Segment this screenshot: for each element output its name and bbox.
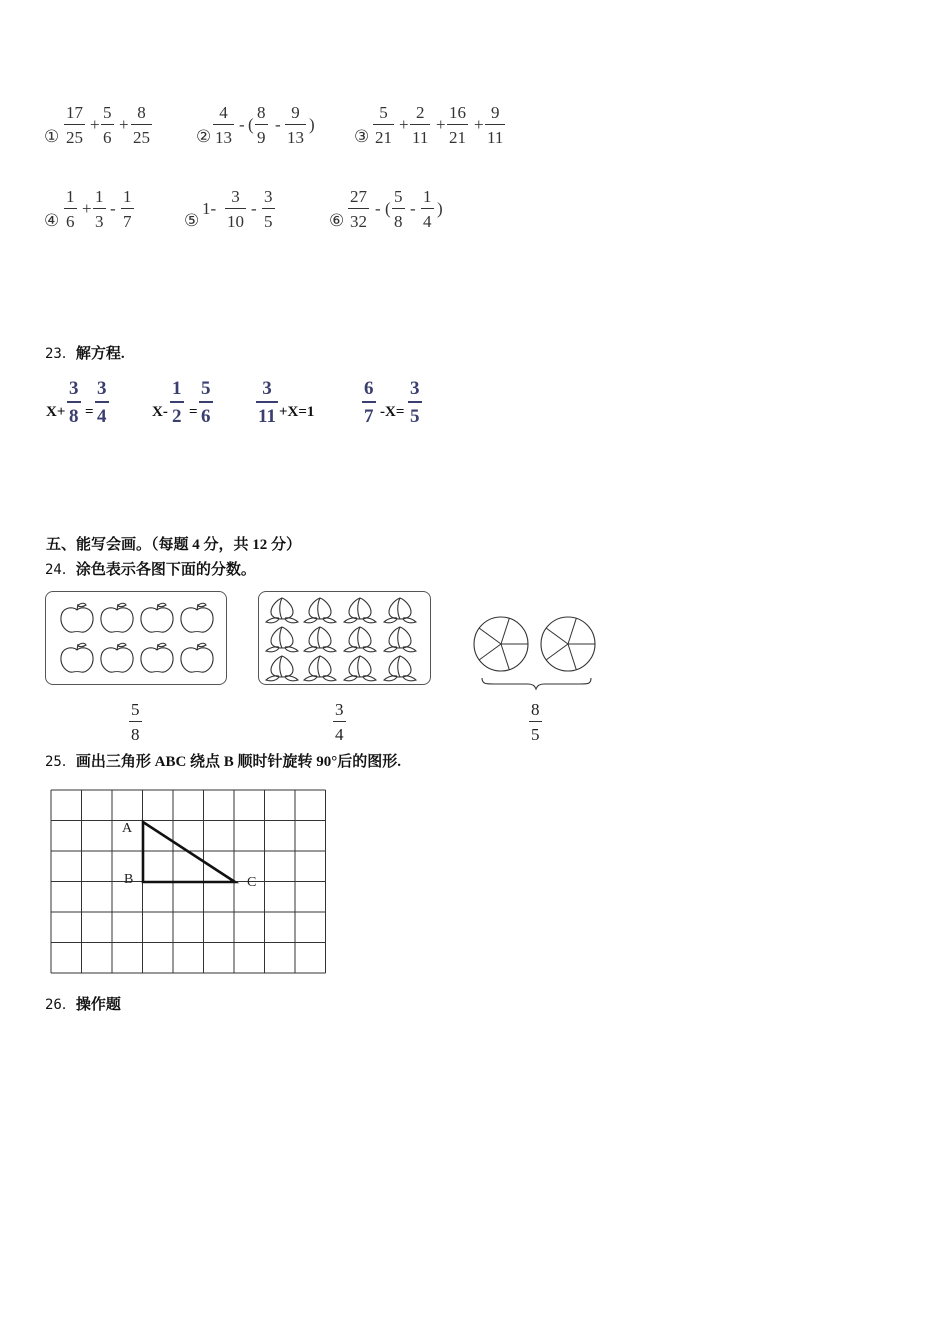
apple-grid <box>45 591 227 685</box>
peach-icon <box>266 598 298 623</box>
fraction: 1 4 <box>423 187 432 231</box>
fraction: 9 11 <box>487 103 504 147</box>
fraction: 6 7 <box>364 378 374 427</box>
equation-suffix: +X=1 <box>279 404 315 420</box>
left-paren: ( <box>248 115 254 134</box>
apple-icon <box>101 643 133 672</box>
peach-icon <box>384 627 416 652</box>
fraction: 8 9 <box>257 103 266 147</box>
apple-fraction: 5 8 <box>131 700 140 744</box>
peach-icon <box>304 598 336 623</box>
fraction: 5 21 <box>375 103 392 147</box>
minus-operator: - <box>110 199 116 218</box>
peach-icon <box>384 656 416 681</box>
peach-icon <box>344 656 376 681</box>
apple-icon <box>141 643 173 672</box>
circle-fraction: 8 5 <box>531 700 540 744</box>
minus-operator: - <box>410 199 416 218</box>
label-a: A <box>122 821 133 836</box>
triangle-abc <box>143 822 235 882</box>
question-25-heading: 25．画出三角形 ABC 绕点 B 顺时针旋转 90°后的图形. <box>45 754 402 770</box>
fraction: 27 32 <box>350 187 367 231</box>
peach-icon <box>304 656 336 681</box>
fraction: 5 6 <box>201 378 211 427</box>
problem-number: ④ <box>44 211 60 230</box>
equals-sign: = <box>85 404 94 420</box>
minus-operator: - <box>275 115 281 134</box>
peach-icon <box>384 598 416 623</box>
rotation-grid <box>51 790 327 976</box>
equation-middle: -X= <box>380 404 405 420</box>
fraction: 2 11 <box>412 103 429 147</box>
circle-pair <box>470 612 600 692</box>
fraction: 9 13 <box>287 103 304 147</box>
fraction: 17 25 <box>66 103 83 147</box>
question-23-heading: 23．解方程. <box>45 346 125 362</box>
label-b: B <box>124 872 134 887</box>
equals-sign: = <box>189 404 198 420</box>
peach-grid <box>258 591 431 685</box>
problem-number: ③ <box>354 127 370 146</box>
peach-icon <box>344 598 376 623</box>
apple-icon <box>141 603 173 632</box>
fraction: 3 4 <box>97 378 107 427</box>
fraction: 1 6 <box>66 187 75 231</box>
grouping-brace <box>482 678 591 689</box>
right-paren: ) <box>437 199 443 218</box>
fraction: 1 2 <box>172 378 182 427</box>
fraction: 8 25 <box>133 103 150 147</box>
plus-operator: + <box>90 115 100 134</box>
apple-icon <box>101 603 133 632</box>
section-5-title: 五、能写会画。（每题 4 分，共 12 分） <box>46 537 302 553</box>
problem-number: ② <box>196 127 212 146</box>
fraction: 3 5 <box>264 187 273 231</box>
fraction: 5 8 <box>394 187 403 231</box>
fraction: 5 6 <box>103 103 112 147</box>
apple-icon <box>61 603 93 632</box>
fifths-circle <box>541 617 595 671</box>
fraction: 3 5 <box>410 378 420 427</box>
plus-operator: + <box>474 115 484 134</box>
problem-number: ⑤ <box>184 211 200 230</box>
leading-term: 1- <box>202 199 217 218</box>
fraction: 3 8 <box>69 378 79 427</box>
peach-icon <box>266 656 298 681</box>
fraction: 4 13 <box>215 103 232 147</box>
problem-number: ⑥ <box>329 211 345 230</box>
plus-operator: + <box>82 199 92 218</box>
apple-icon <box>181 643 213 672</box>
peach-icon <box>304 627 336 652</box>
fifths-circle <box>474 617 528 671</box>
fraction: 1 7 <box>123 187 132 231</box>
fraction: 3 10 <box>227 187 244 231</box>
left-paren: ( <box>385 199 391 218</box>
label-c: C <box>247 875 257 890</box>
fraction: 16 21 <box>449 103 466 147</box>
peach-icon <box>266 627 298 652</box>
apple-icon <box>181 603 213 632</box>
fraction: 1 3 <box>95 187 104 231</box>
equation-prefix: X- <box>152 404 168 420</box>
right-paren: ) <box>309 115 315 134</box>
equation-prefix: X+ <box>46 404 66 420</box>
question-26-heading: 26．操作题 <box>45 997 121 1013</box>
apple-icon <box>61 643 93 672</box>
peach-fraction: 3 4 <box>335 700 344 744</box>
minus-operator: - <box>375 199 381 218</box>
plus-operator: + <box>119 115 129 134</box>
question-24-heading: 24．涂色表示各图下面的分数。 <box>45 562 256 578</box>
minus-operator: - <box>251 199 257 218</box>
minus-operator: - <box>239 115 245 134</box>
fraction: 3 11 <box>258 378 276 427</box>
problem-number: ① <box>44 127 60 146</box>
plus-operator: + <box>436 115 446 134</box>
peach-icon <box>344 627 376 652</box>
plus-operator: + <box>399 115 409 134</box>
